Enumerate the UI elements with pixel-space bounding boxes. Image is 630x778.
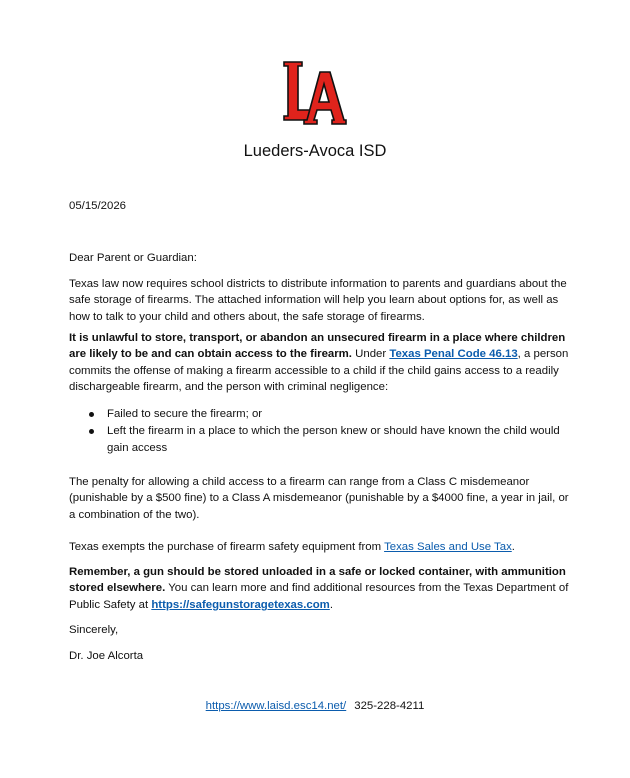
paragraph-reminder	[69, 564, 569, 613]
law-bold-statement: It is unlawful to store, transport, or abandon an unsecured firearm in a place where children are likely to be and can obtain access to the firearm.	[69, 332, 566, 361]
reminder-bold: Remember, a gun should be stored unloaded in a safe or locked container, with ammunition stored elsewhere.	[69, 566, 566, 595]
logo-letter-l	[284, 62, 310, 120]
offense-list	[69, 406, 569, 457]
footer	[0, 698, 630, 714]
paragraph-intro: Texas law now requires school districts to distribute information to parents and guardians about the safe storage of firearms. The attached information will help you learn about options for, as well as how to talk to your child and others about, the safe storage of firearms.	[69, 278, 567, 323]
phone-number: 325-228-4211	[354, 700, 425, 712]
sales-tax-link[interactable]: Texas Sales and Use Tax	[384, 541, 512, 553]
penal-code-link[interactable]: Texas Penal Code 46.13	[389, 348, 518, 361]
paragraph-law	[69, 330, 569, 396]
tax-text-post: .	[511, 541, 515, 553]
law-text-pre: Under	[351, 348, 390, 361]
signature: Dr. Joe Alcorta	[69, 650, 144, 662]
law-text-after: , a person commits the offense of making a firearm accessible to a child if the child gains access to a readily dischargeable firearm, and the person with criminal negligence:	[69, 348, 569, 394]
paragraph-tax	[69, 539, 569, 555]
list-item: Failed to secure the firearm; or	[69, 406, 569, 422]
tax-text-pre: Texas exempts the purchase of firearm safety equipment from	[69, 541, 385, 553]
reminder-post: .	[329, 598, 333, 611]
list-item: Left the firearm in a place to which the person knew or should have known the child would gain access	[69, 423, 569, 456]
website-link[interactable]: https://www.laisd.esc14.net/	[205, 700, 347, 712]
paragraph-penalty: The penalty for allowing a child access to a firearm can range from a Class C misdemeanor (punishable by a $500 fine) to a Class A misdemeanor (punishable by a $4000 fine, a year in jail, or a combination of the two).	[69, 476, 569, 521]
district-name: Lueders-Avoca ISD	[243, 142, 387, 160]
closing: Sincerely,	[69, 624, 119, 636]
greeting: Dear Parent or Guardian:	[69, 252, 197, 264]
district-logo	[280, 58, 348, 128]
letter-date: 05/15/2026	[69, 200, 127, 212]
reminder-text: You can learn more and find additional resources from the Texas Department of Public Safety at	[69, 582, 569, 611]
safegunstorage-link[interactable]: https://safegunstoragetexas.com	[151, 598, 330, 611]
